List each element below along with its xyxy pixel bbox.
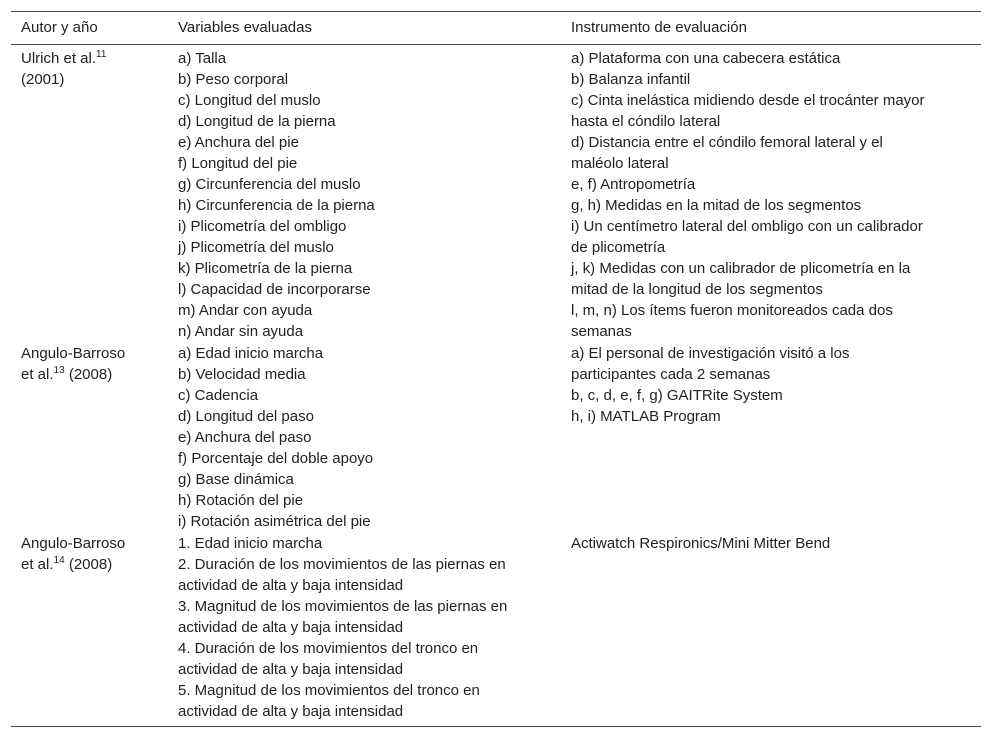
- cell-line: g) Circunferencia del muslo: [178, 176, 361, 193]
- cell-line: g, h) Medidas en la mitad de los segmentos: [571, 197, 862, 214]
- header-variables: Variables evaluadas: [168, 12, 561, 45]
- cell-line: actividad de alta y baja intensidad: [178, 703, 404, 720]
- cell-line: b) Peso corporal: [178, 71, 289, 88]
- instruments-cell: [561, 45, 981, 343]
- cell-line: i) Un centímetro lateral del ombligo con un calibrador: [571, 218, 923, 235]
- cell-line: d) Longitud de la pierna: [178, 113, 336, 130]
- author-name: Ulrich et al.: [21, 50, 97, 67]
- author-line: [21, 48, 160, 69]
- author-name: (2001): [21, 71, 65, 88]
- cell-line: a) Edad inicio marcha: [178, 345, 324, 362]
- table-row: [11, 45, 981, 343]
- header-author: Autor y año: [11, 12, 168, 45]
- header-row: [11, 12, 981, 45]
- cell-line: m) Andar con ayuda: [178, 302, 313, 319]
- cell-line: b) Balanza infantil: [571, 71, 691, 88]
- cell-line: k) Plicometría de la pierna: [178, 260, 353, 277]
- data-table: [11, 11, 981, 727]
- variables-cell: [168, 532, 561, 727]
- author-line: [21, 364, 160, 385]
- cell-line: a) El personal de investigación visitó a los: [571, 345, 850, 362]
- cell-line: c) Cadencia: [178, 387, 259, 404]
- reference-number: 13: [53, 365, 65, 376]
- author-cell: [11, 45, 168, 343]
- reference-number: 14: [53, 555, 65, 566]
- author-line: [21, 554, 160, 575]
- cell-line: participantes cada 2 semanas: [571, 366, 771, 383]
- cell-line: maléolo lateral: [571, 155, 669, 172]
- cell-line: j, k) Medidas con un calibrador de plicometría en la: [571, 260, 911, 277]
- author-name: et al.: [21, 556, 54, 573]
- cell-line: c) Cinta inelástica midiendo desde el trocánter mayor: [571, 92, 925, 109]
- table-body: [11, 45, 981, 727]
- table-row: [11, 342, 981, 532]
- cell-line: 4. Duración de los movimientos del tronco en: [178, 640, 479, 657]
- cell-line: 2. Duración de los movimientos de las piernas en: [178, 556, 506, 573]
- cell-line: h, i) MATLAB Program: [571, 408, 721, 425]
- author-cell: [11, 342, 168, 532]
- cell-line: hasta el cóndilo lateral: [571, 113, 721, 130]
- cell-line: actividad de alta y baja intensidad: [178, 577, 404, 594]
- reference-number: 11: [96, 49, 107, 60]
- cell-line: f) Porcentaje del doble apoyo: [178, 450, 374, 467]
- cell-line: b) Velocidad media: [178, 366, 306, 383]
- cell-line: a) Plataforma con una cabecera estática: [571, 50, 841, 67]
- author-line: [21, 533, 160, 554]
- cell-line: f) Longitud del pie: [178, 155, 298, 172]
- cell-line: n) Andar sin ayuda: [178, 323, 304, 340]
- instruments-cell: [561, 342, 981, 532]
- cell-line: 1. Edad inicio marcha: [178, 535, 323, 552]
- cell-line: d) Distancia entre el cóndilo femoral lateral y el: [571, 134, 883, 151]
- header-instrument: Instrumento de evaluación: [561, 12, 981, 45]
- cell-line: b, c, d, e, f, g) GAITRite System: [571, 387, 783, 404]
- variables-cell: [168, 45, 561, 343]
- author-name: et al.: [21, 366, 54, 383]
- variables-cell: [168, 342, 561, 532]
- cell-line: semanas: [571, 323, 632, 340]
- cell-line: e) Anchura del paso: [178, 429, 312, 446]
- cell-line: Actiwatch Respironics/Mini Mitter Bend: [571, 535, 831, 552]
- cell-line: g) Base dinámica: [178, 471, 294, 488]
- table-header: [11, 12, 981, 45]
- cell-line: j) Plicometría del muslo: [178, 239, 334, 256]
- cell-line: de plicometría: [571, 239, 666, 256]
- cell-line: h) Rotación del pie: [178, 492, 304, 509]
- author-year: (2008): [64, 366, 113, 383]
- cell-line: c) Longitud del muslo: [178, 92, 321, 109]
- author-cell: [11, 532, 168, 727]
- author-name: Angulo-Barroso: [21, 535, 126, 552]
- instruments-cell: [561, 532, 981, 727]
- cell-line: 3. Magnitud de los movimientos de las piernas en: [178, 598, 508, 615]
- table-row: [11, 532, 981, 727]
- cell-line: d) Longitud del paso: [178, 408, 314, 425]
- cell-line: a) Talla: [178, 50, 227, 67]
- author-line: [21, 343, 160, 364]
- author-name: Angulo-Barroso: [21, 345, 126, 362]
- cell-line: l) Capacidad de incorporarse: [178, 281, 371, 298]
- cell-line: e) Anchura del pie: [178, 134, 299, 151]
- cell-line: actividad de alta y baja intensidad: [178, 661, 404, 678]
- cell-line: h) Circunferencia de la pierna: [178, 197, 375, 214]
- cell-line: 5. Magnitud de los movimientos del tronco en: [178, 682, 480, 699]
- cell-line: l, m, n) Los ítems fueron monitoreados cada dos: [571, 302, 893, 319]
- cell-line: e, f) Antropometría: [571, 176, 696, 193]
- cell-line: actividad de alta y baja intensidad: [178, 619, 404, 636]
- cell-line: i) Rotación asimétrica del pie: [178, 513, 371, 530]
- cell-line: mitad de la longitud de los segmentos: [571, 281, 823, 298]
- author-line: [21, 69, 160, 90]
- author-year: (2008): [64, 556, 113, 573]
- cell-line: i) Plicometría del ombligo: [178, 218, 347, 235]
